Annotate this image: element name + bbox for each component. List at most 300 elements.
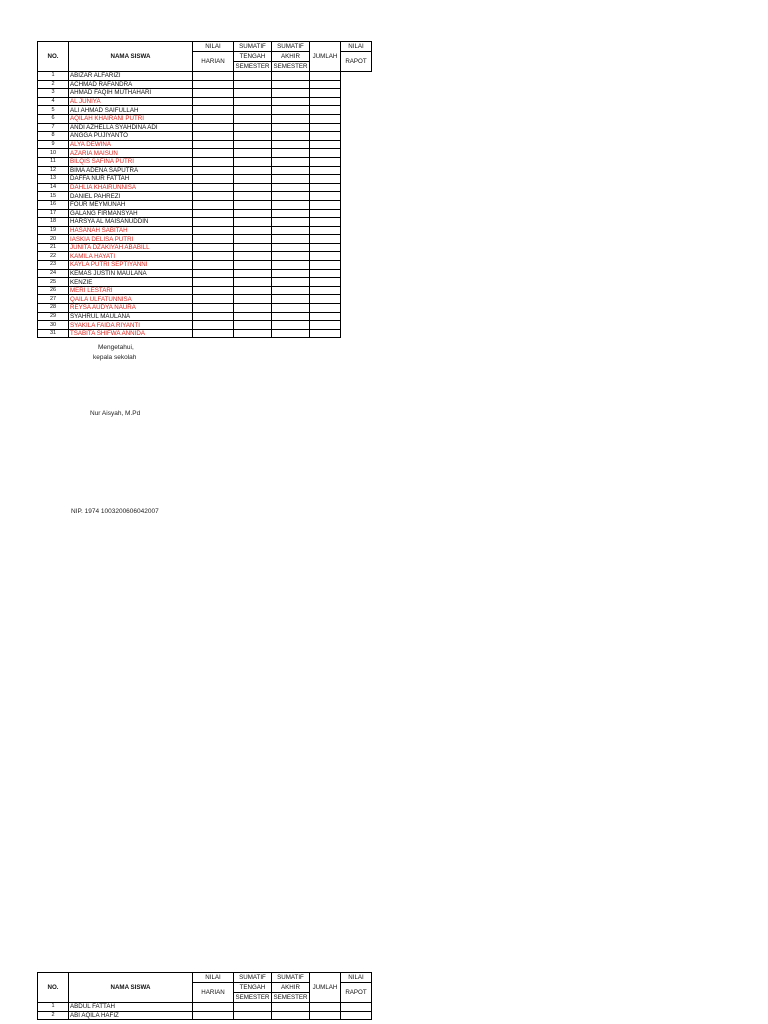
cell-jumlah-empty[interactable] — [310, 286, 341, 295]
cell-sumatif-tengah[interactable] — [234, 286, 272, 295]
cell-nilai-rapot-empty[interactable] — [341, 226, 372, 235]
header-nilai-harian-1: NILAI — [193, 973, 234, 983]
cell-nilai-harian[interactable] — [193, 114, 234, 123]
student-name: BIMA ADENA SAPUTRA — [69, 166, 193, 175]
table-row — [38, 80, 372, 89]
row-number: 18 — [38, 218, 69, 227]
cell-sumatif-tengah[interactable] — [234, 1011, 272, 1020]
cell-nilai-harian[interactable] — [193, 321, 234, 330]
cell-sumatif-tengah[interactable] — [234, 209, 272, 218]
cell-sumatif-tengah[interactable] — [234, 261, 272, 270]
student-name: MERI LESTARI — [69, 286, 193, 295]
cell-jumlah-empty[interactable] — [310, 140, 341, 149]
cell-nilai-rapot-empty[interactable] — [341, 261, 372, 270]
table-row — [38, 218, 372, 227]
cell-sumatif-akhir[interactable] — [272, 200, 310, 209]
table-row — [38, 157, 372, 166]
table-row — [38, 286, 372, 295]
cell-sumatif-akhir[interactable] — [272, 235, 310, 244]
student-name: JUNITA DZAKIYAH ABABILL — [69, 243, 193, 252]
table-row — [38, 183, 372, 192]
student-name: AQILAH KHAIRANI PUTRI — [69, 114, 193, 123]
cell-sumatif-tengah[interactable] — [234, 183, 272, 192]
cell-sumatif-tengah[interactable] — [234, 321, 272, 330]
header-jumlah: JUMLAH — [310, 42, 341, 72]
cell-nilai-rapot-empty[interactable] — [341, 132, 372, 141]
row-number: 15 — [38, 192, 69, 201]
cell-nilai-harian[interactable] — [193, 209, 234, 218]
cell-sumatif-akhir[interactable] — [272, 140, 310, 149]
header-sumatif-tengah-2: TENGAH — [234, 52, 272, 62]
row-number: 10 — [38, 149, 69, 158]
table-row — [38, 243, 372, 252]
table-row — [38, 304, 372, 313]
student-name: HARSYA AL MAISANUDDIN — [69, 218, 193, 227]
cell-nilai-rapot-empty[interactable] — [341, 329, 372, 338]
cell-nilai-harian[interactable] — [193, 166, 234, 175]
cell-sumatif-tengah[interactable] — [234, 252, 272, 261]
row-number: 16 — [38, 200, 69, 209]
student-name: AHMAD FAQIH MUTHAHARI — [69, 89, 193, 98]
header-sumatif-akhir-3: SEMESTER — [273, 62, 308, 70]
cell-nilai-harian[interactable] — [193, 312, 234, 321]
cell-sumatif-akhir[interactable] — [272, 89, 310, 98]
cell-jumlah-empty[interactable] — [310, 123, 341, 132]
cell-sumatif-akhir[interactable] — [272, 1003, 310, 1012]
table-row — [38, 106, 372, 115]
cell-jumlah-empty[interactable] — [310, 304, 341, 313]
cell-nilai-harian[interactable] — [193, 269, 234, 278]
table-row — [38, 192, 372, 201]
cell-sumatif-tengah[interactable] — [234, 235, 272, 244]
cell-sumatif-akhir[interactable] — [272, 321, 310, 330]
header-nilai-harian-2: HARIAN — [193, 983, 234, 1003]
cell-sumatif-tengah[interactable] — [234, 80, 272, 89]
student-name: REYSA AUDYA NAURA — [69, 304, 193, 313]
row-number: 17 — [38, 209, 69, 218]
table-row — [38, 89, 372, 98]
cell-jumlah-empty[interactable] — [310, 72, 341, 81]
header-nilai-rapot-1: NILAI — [341, 973, 372, 983]
cell-jumlah-empty[interactable] — [310, 192, 341, 201]
cell-sumatif-akhir[interactable] — [272, 295, 310, 304]
cell-nilai-harian[interactable] — [193, 192, 234, 201]
cell-nilai-harian[interactable] — [193, 1011, 234, 1020]
row-number: 24 — [38, 269, 69, 278]
cell-sumatif-akhir[interactable] — [272, 329, 310, 338]
header-sumatif-akhir-2: AKHIR — [272, 52, 310, 62]
cell-nilai-harian[interactable] — [193, 252, 234, 261]
cell-jumlah-empty[interactable] — [310, 252, 341, 261]
cell-jumlah-empty[interactable] — [310, 218, 341, 227]
row-number: 23 — [38, 261, 69, 270]
table-row — [38, 278, 372, 287]
cell-nilai-harian[interactable] — [193, 183, 234, 192]
grade-table — [37, 41, 372, 338]
cell-sumatif-tengah[interactable] — [234, 226, 272, 235]
header-sumatif-tengah-1: SUMATIF — [234, 973, 272, 983]
cell-sumatif-akhir[interactable] — [272, 166, 310, 175]
header-nilai-rapot-2: RAPOT — [341, 983, 372, 1003]
cell-sumatif-akhir[interactable] — [272, 209, 310, 218]
table-row — [38, 114, 372, 123]
row-number: 21 — [38, 243, 69, 252]
student-name: GALANG FIRMANSYAH — [69, 209, 193, 218]
student-name: ABIZAR ALFARIZI — [69, 72, 193, 81]
cell-sumatif-akhir[interactable] — [272, 312, 310, 321]
cell-nilai-rapot-empty[interactable] — [341, 80, 372, 89]
student-name: QAILA ULFATUNNISA — [69, 295, 193, 304]
cell-sumatif-tengah[interactable] — [234, 243, 272, 252]
cell-nilai-rapot-empty[interactable] — [341, 321, 372, 330]
row-number: 25 — [38, 278, 69, 287]
cell-nilai-harian[interactable] — [193, 286, 234, 295]
cell-jumlah-empty[interactable] — [310, 106, 341, 115]
cell-nilai-harian[interactable] — [193, 72, 234, 81]
cell-jumlah-empty[interactable] — [310, 114, 341, 123]
row-number: 20 — [38, 235, 69, 244]
table-row — [38, 235, 372, 244]
cell-nilai-rapot-empty[interactable] — [341, 157, 372, 166]
cell-nilai-rapot-empty[interactable] — [341, 218, 372, 227]
cell-jumlah-empty[interactable] — [310, 278, 341, 287]
cell-nilai-rapot-empty[interactable] — [341, 106, 372, 115]
cell-nilai-rapot-empty[interactable] — [341, 72, 372, 81]
header-nilai-rapot-1: NILAI — [341, 42, 372, 52]
cell-nilai-rapot-empty[interactable] — [341, 243, 372, 252]
cell-nilai-harian[interactable] — [193, 132, 234, 141]
cell-nilai-harian[interactable] — [193, 278, 234, 287]
cell-nilai-rapot-empty[interactable] — [341, 286, 372, 295]
table-row — [38, 149, 372, 158]
student-name: SYAHRUL MAULANA — [69, 312, 193, 321]
row-number: 30 — [38, 321, 69, 330]
row-number: 31 — [38, 329, 69, 338]
table-row — [38, 175, 372, 184]
row-number: 28 — [38, 304, 69, 313]
cell-sumatif-akhir[interactable] — [272, 80, 310, 89]
cell-sumatif-akhir[interactable] — [272, 278, 310, 287]
student-name: HASANAH SABITAH — [69, 226, 193, 235]
cell-jumlah[interactable] — [310, 1011, 341, 1020]
header-no: NO. — [38, 973, 69, 1003]
cell-nilai-harian[interactable] — [193, 226, 234, 235]
cell-nilai-harian[interactable] — [193, 106, 234, 115]
table-header-row-1 — [38, 42, 372, 52]
cell-jumlah-empty[interactable] — [310, 80, 341, 89]
cell-jumlah-empty[interactable] — [310, 89, 341, 98]
row-number: 1 — [38, 1003, 69, 1012]
cell-nilai-rapot-empty[interactable] — [341, 278, 372, 287]
header-nilai-harian-1: NILAI — [193, 42, 234, 52]
row-number: 2 — [38, 1011, 69, 1020]
table-row — [38, 200, 372, 209]
cell-sumatif-akhir[interactable] — [272, 226, 310, 235]
row-number: 11 — [38, 157, 69, 166]
cell-sumatif-tengah[interactable] — [234, 157, 272, 166]
table-row — [38, 166, 372, 175]
student-name: ANDI AZHELLA SYAHDINA ADI — [69, 123, 193, 132]
cell-nilai-rapot-empty[interactable] — [341, 235, 372, 244]
row-number: 27 — [38, 295, 69, 304]
cell-nilai-rapot-empty[interactable] — [341, 304, 372, 313]
table-row — [38, 226, 372, 235]
row-number: 1 — [38, 72, 69, 81]
cell-sumatif-akhir[interactable] — [272, 175, 310, 184]
table-row — [38, 312, 372, 321]
row-number: 4 — [38, 97, 69, 106]
student-name: IASKIA DELISA PUTRI — [69, 235, 193, 244]
student-name: KEMAS JUSTIN MAULANA — [69, 269, 193, 278]
table-row — [38, 321, 372, 330]
cell-jumlah-empty[interactable] — [310, 243, 341, 252]
row-number: 29 — [38, 312, 69, 321]
student-name: AZARIA MAISUN — [69, 149, 193, 158]
cell-nilai-harian[interactable] — [193, 1003, 234, 1012]
student-name: BILQIS SAFINA PUTRI — [69, 157, 193, 166]
student-name: DAHLIA KHAIRUNNISA — [69, 183, 193, 192]
cell-sumatif-akhir[interactable] — [272, 97, 310, 106]
student-name: ABDUL FATTAH — [69, 1003, 193, 1012]
student-name: ALI AHMAD SAIFULLAH — [69, 106, 193, 115]
cell-nilai-harian[interactable] — [193, 261, 234, 270]
table-row — [38, 209, 372, 218]
student-name: SYAKILA FAIDA RIYANTI — [69, 321, 193, 330]
cell-sumatif-akhir[interactable] — [272, 286, 310, 295]
table-row — [38, 132, 372, 141]
cell-sumatif-akhir[interactable] — [272, 243, 310, 252]
cell-sumatif-akhir[interactable] — [272, 72, 310, 81]
cell-sumatif-tengah[interactable] — [234, 106, 272, 115]
row-number: 14 — [38, 183, 69, 192]
table-row — [38, 329, 372, 338]
cell-sumatif-akhir[interactable] — [272, 261, 310, 270]
cell-sumatif-tengah[interactable] — [234, 123, 272, 132]
table-body — [38, 1003, 372, 1020]
cell-sumatif-akhir[interactable] — [272, 252, 310, 261]
cell-nilai-harian[interactable] — [193, 140, 234, 149]
cell-sumatif-akhir[interactable] — [272, 149, 310, 158]
table-row — [38, 72, 372, 81]
cell-sumatif-tengah[interactable] — [234, 166, 272, 175]
row-number: 13 — [38, 175, 69, 184]
cell-jumlah-empty[interactable] — [310, 166, 341, 175]
cell-jumlah-empty[interactable] — [310, 261, 341, 270]
cell-sumatif-tengah[interactable] — [234, 218, 272, 227]
student-name: KAYLA PUTRI SEPTIYANNI — [69, 261, 193, 270]
row-number: 3 — [38, 89, 69, 98]
header-jumlah: JUMLAH — [310, 973, 341, 1003]
cell-jumlah-empty[interactable] — [310, 226, 341, 235]
cell-nilai-harian[interactable] — [193, 149, 234, 158]
header-sumatif-tengah-1: SUMATIF — [234, 42, 272, 52]
cell-sumatif-tengah[interactable] — [234, 89, 272, 98]
student-name: FOUR MEYMUNAH — [69, 200, 193, 209]
cell-nilai-rapot-empty[interactable] — [341, 183, 372, 192]
cell-nilai-harian[interactable] — [193, 218, 234, 227]
cell-sumatif-akhir[interactable] — [272, 183, 310, 192]
cell-nilai-rapot-empty[interactable] — [341, 192, 372, 201]
cell-nilai-rapot[interactable] — [341, 1011, 372, 1020]
cell-jumlah-empty[interactable] — [310, 329, 341, 338]
cell-nilai-rapot-empty[interactable] — [341, 175, 372, 184]
cell-jumlah-empty[interactable] — [310, 269, 341, 278]
cell-sumatif-tengah[interactable] — [234, 114, 272, 123]
cell-jumlah-empty[interactable] — [310, 209, 341, 218]
cell-sumatif-tengah[interactable] — [234, 200, 272, 209]
cell-nilai-rapot[interactable] — [341, 1003, 372, 1012]
cell-nilai-harian[interactable] — [193, 243, 234, 252]
cell-sumatif-akhir[interactable] — [272, 132, 310, 141]
cell-sumatif-tengah[interactable] — [234, 72, 272, 81]
cell-nilai-rapot-empty[interactable] — [341, 123, 372, 132]
cell-sumatif-tengah[interactable] — [234, 132, 272, 141]
cell-nilai-rapot-empty[interactable] — [341, 166, 372, 175]
cell-sumatif-tengah[interactable] — [234, 295, 272, 304]
student-name: KENZIE — [69, 278, 193, 287]
grade-table-page-2 — [37, 972, 372, 1020]
row-number: 12 — [38, 166, 69, 175]
cell-nilai-harian[interactable] — [193, 80, 234, 89]
table-row — [38, 295, 372, 304]
cell-jumlah-empty[interactable] — [310, 200, 341, 209]
row-number: 26 — [38, 286, 69, 295]
cell-nilai-harian[interactable] — [193, 329, 234, 338]
cell-sumatif-tengah[interactable] — [234, 278, 272, 287]
cell-sumatif-tengah[interactable] — [234, 140, 272, 149]
cell-nilai-harian[interactable] — [193, 200, 234, 209]
header-sumatif-akhir-1: SUMATIF — [272, 42, 310, 52]
cell-jumlah[interactable] — [310, 1003, 341, 1012]
row-number: 7 — [38, 123, 69, 132]
student-name: DANIEL PAHREZI — [69, 192, 193, 201]
cell-nilai-harian[interactable] — [193, 175, 234, 184]
cell-nilai-harian[interactable] — [193, 123, 234, 132]
cell-sumatif-tengah[interactable] — [234, 304, 272, 313]
cell-nilai-rapot-empty[interactable] — [341, 200, 372, 209]
cell-sumatif-akhir[interactable] — [272, 269, 310, 278]
cell-jumlah-empty[interactable] — [310, 157, 341, 166]
footer-role: kepala sekolah — [93, 354, 137, 361]
cell-nilai-rapot-empty[interactable] — [341, 89, 372, 98]
cell-nilai-rapot-empty[interactable] — [341, 140, 372, 149]
cell-nilai-rapot-empty[interactable] — [341, 97, 372, 106]
header-sumatif-akhir-3: SEMESTER — [273, 993, 308, 1001]
header-nilai-harian-2: HARIAN — [193, 52, 234, 72]
row-number: 2 — [38, 80, 69, 89]
table-row — [38, 1003, 372, 1012]
footer-nip: NIP. 1974 1003200606042007 — [71, 508, 159, 515]
student-name: ABI AQILA HAFIZ — [69, 1011, 193, 1020]
header-sumatif-akhir-2: AKHIR — [272, 983, 310, 993]
cell-sumatif-akhir[interactable] — [272, 1011, 310, 1020]
cell-nilai-rapot-empty[interactable] — [341, 209, 372, 218]
cell-sumatif-akhir[interactable] — [272, 218, 310, 227]
cell-sumatif-akhir[interactable] — [272, 157, 310, 166]
header-sumatif-tengah-3: SEMESTER — [235, 62, 270, 70]
header-sumatif-tengah-3: SEMESTER — [235, 993, 270, 1001]
cell-nilai-rapot-empty[interactable] — [341, 295, 372, 304]
cell-jumlah-empty[interactable] — [310, 149, 341, 158]
cell-sumatif-akhir[interactable] — [272, 192, 310, 201]
row-number: 8 — [38, 132, 69, 141]
cell-sumatif-tengah[interactable] — [234, 1003, 272, 1012]
student-name: ANGGA PUJIYANTO — [69, 132, 193, 141]
table-row — [38, 1011, 372, 1020]
cell-nilai-rapot-empty[interactable] — [341, 269, 372, 278]
cell-sumatif-tengah[interactable] — [234, 192, 272, 201]
table-row — [38, 140, 372, 149]
cell-jumlah-empty[interactable] — [310, 312, 341, 321]
student-name: TSABITA SHIFWA ANNIDA — [69, 329, 193, 338]
header-nilai-rapot-2: RAPOT — [341, 52, 372, 72]
cell-nilai-harian[interactable] — [193, 295, 234, 304]
student-name: ALYA DEWINA — [69, 140, 193, 149]
header-nama-siswa: NAMA SISWA — [69, 973, 193, 1003]
student-name: DAFFA NUR FATTAH — [69, 175, 193, 184]
student-name: AL JUNIYA — [69, 97, 193, 106]
cell-sumatif-akhir[interactable] — [272, 304, 310, 313]
cell-jumlah-empty[interactable] — [310, 132, 341, 141]
cell-nilai-rapot-empty[interactable] — [341, 149, 372, 158]
cell-nilai-rapot-empty[interactable] — [341, 312, 372, 321]
header-nama-siswa: NAMA SISWA — [69, 42, 193, 72]
header-no: NO. — [38, 42, 69, 72]
header-sumatif-tengah-2: TENGAH — [234, 983, 272, 993]
table-row — [38, 123, 372, 132]
cell-jumlah-empty[interactable] — [310, 175, 341, 184]
table-row — [38, 269, 372, 278]
footer-signer: Nur Aisyah, M.Pd — [90, 410, 141, 417]
row-number: 19 — [38, 226, 69, 235]
student-name: ACHMAD RAFANDRA — [69, 80, 193, 89]
table-row — [38, 97, 372, 106]
cell-jumlah-empty[interactable] — [310, 295, 341, 304]
table-row — [38, 252, 372, 261]
table-header-row-1 — [38, 973, 372, 983]
cell-sumatif-akhir[interactable] — [272, 106, 310, 115]
row-number: 6 — [38, 114, 69, 123]
cell-sumatif-tengah[interactable] — [234, 149, 272, 158]
cell-nilai-harian[interactable] — [193, 157, 234, 166]
cell-nilai-rapot-empty[interactable] — [341, 252, 372, 261]
row-number: 5 — [38, 106, 69, 115]
table-body — [38, 72, 372, 338]
table-row — [38, 261, 372, 270]
cell-sumatif-tengah[interactable] — [234, 329, 272, 338]
header-sumatif-akhir-1: SUMATIF — [272, 973, 310, 983]
row-number: 22 — [38, 252, 69, 261]
cell-nilai-harian[interactable] — [193, 304, 234, 313]
cell-nilai-rapot-empty[interactable] — [341, 114, 372, 123]
cell-jumlah-empty[interactable] — [310, 235, 341, 244]
cell-sumatif-tengah[interactable] — [234, 312, 272, 321]
cell-nilai-harian[interactable] — [193, 97, 234, 106]
cell-sumatif-akhir[interactable] — [272, 123, 310, 132]
cell-sumatif-tengah[interactable] — [234, 175, 272, 184]
cell-nilai-harian[interactable] — [193, 235, 234, 244]
student-name: KAMILA HAYATI — [69, 252, 193, 261]
cell-sumatif-tengah[interactable] — [234, 97, 272, 106]
cell-jumlah-empty[interactable] — [310, 97, 341, 106]
cell-sumatif-akhir[interactable] — [272, 114, 310, 123]
footer-mengetahui: Mengetahui, — [98, 344, 134, 351]
cell-jumlah-empty[interactable] — [310, 321, 341, 330]
cell-jumlah-empty[interactable] — [310, 183, 341, 192]
row-number: 9 — [38, 140, 69, 149]
cell-sumatif-tengah[interactable] — [234, 269, 272, 278]
cell-nilai-harian[interactable] — [193, 89, 234, 98]
